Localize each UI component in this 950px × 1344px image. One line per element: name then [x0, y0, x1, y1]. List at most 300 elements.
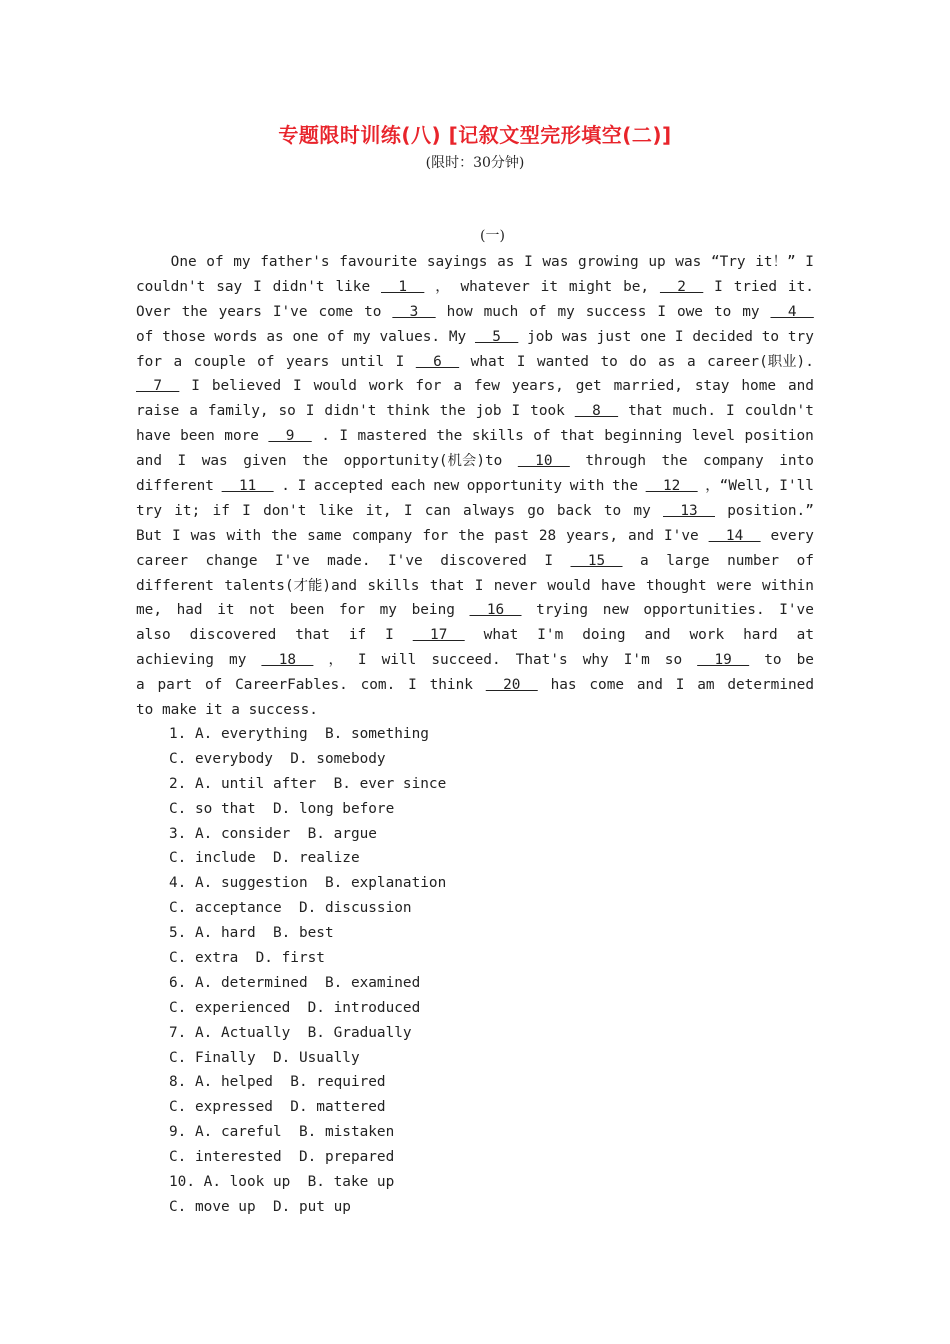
passage-word: it.	[787, 278, 814, 295]
blank-number: 8	[574, 403, 619, 420]
passage-word: skills	[367, 577, 420, 594]
passage-word: it;	[174, 502, 201, 519]
passage-word: few	[473, 378, 500, 395]
passage-word: company	[703, 453, 764, 470]
passage-word: mastered	[357, 428, 427, 445]
passage-word: how	[446, 303, 473, 320]
passage-word: new	[433, 478, 460, 495]
passage-word: ，	[328, 652, 343, 669]
section-label: (一)	[480, 228, 505, 244]
passage-word: was	[190, 527, 217, 544]
passage-line	[136, 474, 814, 499]
question-options-ab: 6. A. determined B. examined	[169, 974, 421, 991]
passage-word: have	[136, 428, 171, 445]
passage-word: if	[212, 502, 230, 519]
passage-word: it！”	[755, 254, 796, 270]
passage-word: I	[253, 278, 262, 295]
passage-line	[136, 598, 814, 623]
passage-word: I'm	[623, 652, 650, 669]
passage-word: growing	[578, 254, 639, 270]
passage-word: I've	[275, 552, 310, 569]
passage-word: tried	[733, 278, 778, 295]
passage-word: try	[787, 328, 814, 345]
passage-word: opportunity(机会)to	[343, 453, 503, 470]
passage-word: I	[516, 353, 526, 370]
passage-word: I	[725, 403, 735, 420]
passage-word: it	[540, 278, 558, 295]
passage-word: to make it a success.	[136, 702, 318, 719]
passage-word: father's	[260, 254, 330, 270]
passage-word: I	[293, 378, 302, 395]
passage-line	[136, 623, 814, 648]
passage-word: job	[527, 328, 554, 345]
passage-word: and	[644, 627, 671, 644]
passage-word: of	[257, 353, 275, 370]
passage-word: of	[206, 254, 224, 270]
passage-word: position	[744, 428, 814, 445]
passage-word: married,	[613, 378, 683, 395]
passage-word: doing	[582, 627, 626, 644]
passage-word: family,	[207, 403, 269, 420]
passage-line	[136, 648, 814, 673]
passage-word: job	[475, 403, 502, 420]
passage-word: I	[395, 353, 405, 370]
passage-word: one	[640, 328, 667, 345]
passage-word: same	[307, 527, 342, 544]
passage-word: try	[136, 502, 162, 519]
passage-word: has	[550, 677, 577, 694]
passage-word: that	[295, 627, 330, 644]
blank-number: 1	[381, 278, 425, 295]
passage-word: believed	[211, 378, 282, 395]
blank-number: 3	[392, 303, 436, 320]
question-options-ab: 1. A. everything B. something	[169, 726, 429, 742]
passage-line	[136, 574, 814, 599]
passage-word: wanted	[536, 353, 589, 370]
passage-word: couldn't	[744, 403, 814, 420]
blank-number: 17	[412, 627, 465, 644]
passage-word: do	[629, 353, 647, 370]
question-options-ab: 4. A. suggestion B. explanation	[169, 875, 447, 892]
passage-word: I	[524, 254, 533, 270]
passage-word: change	[205, 552, 258, 569]
passage-word: been	[289, 602, 325, 619]
passage-word: that	[628, 403, 663, 420]
passage-word: more	[224, 428, 259, 445]
question-options-cd: C. expressed D. mattered	[169, 1099, 386, 1116]
passage-word: as	[266, 328, 284, 345]
passage-word: be	[796, 652, 814, 669]
passage-word: the	[181, 303, 208, 320]
passage-word: large	[666, 552, 710, 569]
passage-word: come	[318, 303, 354, 320]
passage-word: for	[415, 378, 442, 395]
passage-word: it	[217, 602, 235, 619]
passage-word: level	[691, 428, 736, 445]
passage-word: I've	[272, 303, 308, 320]
passage-word: of	[529, 303, 547, 320]
passage-word: I	[357, 652, 367, 669]
passage-word: what	[470, 353, 506, 370]
passage-word: discovered	[189, 627, 277, 644]
passage-word: skills	[471, 428, 524, 445]
question-options-cd: C. everybody D. somebody	[169, 750, 386, 767]
passage-word: will	[381, 652, 417, 669]
passage-word: of	[136, 328, 154, 345]
passage-word: my	[557, 303, 575, 320]
passage-line	[136, 524, 814, 549]
page-title: 专题限时训练(八) [记叙文型完形填空(二)]	[278, 123, 672, 147]
passage-word: the	[661, 453, 688, 470]
passage-word: what	[483, 627, 519, 644]
passage-word: opportunities.	[643, 602, 765, 619]
passage-word: “Try	[710, 254, 746, 270]
passage-word: I	[177, 453, 187, 470]
blank-number: 7	[136, 378, 180, 395]
blank-number: 10	[517, 453, 570, 470]
passage-word: couldn't	[136, 278, 206, 295]
passage-word: a	[173, 353, 183, 370]
passage-word: and	[136, 453, 162, 470]
passage-word: my	[742, 303, 760, 320]
passage-line	[136, 698, 814, 723]
passage-word: part	[157, 677, 193, 694]
question-options-ab: 3. A. consider B. argue	[169, 825, 377, 842]
passage-word: different	[136, 577, 214, 594]
passage-word: might	[568, 278, 613, 295]
passage-word: me,	[136, 602, 162, 619]
passage-word: I've	[664, 527, 699, 544]
passage-word: beginning	[604, 428, 683, 445]
blank-number: 11	[221, 478, 274, 495]
passage-word: a	[136, 677, 145, 694]
passage-word: values.	[379, 328, 441, 345]
passage-word: accepted	[313, 478, 384, 495]
passage-word: was	[201, 453, 228, 470]
passage-line	[136, 549, 814, 574]
passage-word: within	[761, 577, 814, 594]
passage-word: and	[787, 378, 814, 395]
passage-word: years	[285, 353, 330, 370]
blank-number: 18	[261, 652, 314, 669]
passage-word: I	[544, 552, 554, 569]
passage-word: I	[297, 478, 307, 495]
passage-word: of	[796, 552, 814, 569]
passage-word: owe	[676, 303, 703, 320]
passage-word: one	[292, 328, 319, 345]
passage-line	[136, 673, 814, 698]
passage-word: I've	[388, 552, 423, 569]
passage-word: That's	[515, 652, 568, 669]
passage-word: made.	[327, 552, 371, 569]
passage-word: also	[136, 627, 171, 644]
passage-word: I	[714, 278, 723, 295]
passage-word: were	[716, 577, 752, 594]
passage-word: much.	[672, 403, 716, 420]
passage-word: every	[770, 527, 814, 544]
passage-word: to	[600, 353, 618, 370]
passage-word: so	[664, 652, 683, 669]
blank-number: 16	[469, 602, 522, 619]
passage-word: home	[741, 378, 777, 395]
passage-word: past	[494, 527, 529, 544]
passage-word: opportunity	[466, 478, 563, 495]
passage-word: didn't	[272, 278, 325, 295]
passage-word: company	[351, 527, 413, 544]
passage-word: just	[596, 328, 632, 345]
passage-word: as	[658, 353, 676, 370]
question-options-cd: C. Finally D. Usually	[169, 1049, 360, 1066]
blank-number: 2	[659, 278, 704, 295]
passage-word: talents(才能)and	[224, 577, 358, 594]
passage-word: been	[180, 428, 215, 445]
passage-word: as	[497, 254, 515, 270]
passage-line	[136, 424, 814, 449]
passage-word: success	[585, 303, 647, 320]
passage-word: I	[403, 502, 413, 519]
passage-word: the	[302, 453, 329, 470]
blank-number: 9	[268, 428, 312, 445]
passage-word: I	[408, 677, 417, 694]
passage-word: like	[318, 502, 354, 519]
question-options-cd: C. experienced D. introduced	[169, 999, 421, 1016]
passage-word: much	[483, 303, 519, 320]
passage-word: 28	[538, 527, 557, 544]
passage-word: always	[463, 502, 516, 519]
passage-word: until	[340, 353, 385, 370]
blank-number: 12	[645, 478, 698, 495]
passage-word: have	[601, 577, 636, 594]
passage-word: new	[602, 602, 629, 619]
question-options-ab: 10. A. look up B. take up	[169, 1174, 395, 1191]
passage-word: of	[204, 677, 223, 694]
question-options-cd: C. extra D. first	[169, 950, 325, 967]
passage-word: for	[339, 602, 366, 619]
passage-word: my	[633, 502, 651, 519]
passage-word: if	[348, 627, 367, 644]
passage-word: ，“Well,	[705, 478, 772, 495]
passage-word: raise	[136, 403, 180, 420]
passage-word: But	[136, 527, 162, 544]
passage-word: I	[171, 527, 181, 544]
passage-word: up	[648, 254, 666, 270]
passage-word: trying	[536, 602, 589, 619]
passage-line	[136, 374, 814, 399]
question-options-ab: 2. A. until after B. ever since	[169, 775, 447, 792]
passage-word: to	[364, 303, 382, 320]
passage-word: given	[243, 453, 287, 470]
passage-word: to	[603, 502, 622, 519]
passage-word: stay	[694, 378, 730, 395]
blank-number: 14	[708, 527, 761, 544]
passage-word: couple	[193, 353, 246, 370]
passage-word: sayings	[426, 254, 488, 270]
passage-word: hard	[743, 627, 778, 644]
passage-word: to	[764, 652, 782, 669]
passage-word: like	[335, 278, 371, 295]
passage-word: would	[313, 378, 357, 395]
question-options-cd: C. so that D. long before	[169, 800, 395, 817]
question-options-cd: C. move up D. put up	[169, 1198, 351, 1215]
passage-word: for	[136, 353, 162, 370]
passage-word: .	[321, 428, 330, 445]
passage-word: be,	[623, 278, 650, 295]
passage-word: can	[424, 502, 451, 519]
passage-word: come	[589, 677, 625, 694]
passage-word: didn't	[324, 403, 377, 420]
question-options-cd: C. interested D. prepared	[169, 1149, 395, 1166]
passage-word: back	[556, 502, 592, 519]
passage-word: am	[697, 677, 715, 694]
passage-word: the	[612, 478, 639, 495]
passage-word: took	[530, 403, 565, 420]
passage-word: I	[385, 627, 394, 644]
passage-line	[136, 325, 814, 350]
passage-word: into	[779, 453, 814, 470]
passage-word: discovered	[440, 552, 527, 569]
passage-word: a	[686, 353, 696, 370]
passage-word: was	[675, 254, 702, 270]
passage-word: I	[339, 428, 349, 445]
passage-line	[136, 449, 814, 474]
blank-number: 19	[697, 652, 750, 669]
blank-number: 5	[474, 328, 519, 345]
passage-line	[136, 250, 814, 275]
passage-word: I	[511, 403, 521, 420]
passage-word: that	[429, 577, 465, 594]
passage-word: my	[229, 652, 247, 669]
blank-number: 13	[663, 502, 715, 519]
passage-word: achieving	[136, 652, 214, 669]
passage-word: to	[761, 328, 780, 345]
passage-word: was	[561, 328, 588, 345]
cloze-passage	[136, 250, 814, 723]
passage-line	[136, 499, 814, 524]
answer-options	[169, 722, 669, 1220]
question-options-ab: 5. A. hard B. best	[169, 925, 334, 942]
passage-word: Over	[136, 303, 171, 320]
passage-word: with	[226, 527, 262, 544]
passage-word: go	[527, 502, 545, 519]
question-options-cd: C. include D. realize	[169, 850, 360, 867]
passage-word: career(职业).	[707, 353, 814, 370]
passage-word: for	[422, 527, 449, 544]
passage-word: a	[640, 552, 649, 569]
blank-number: 4	[770, 303, 814, 320]
passage-word: I	[474, 577, 484, 594]
passage-word: was	[542, 254, 569, 270]
passage-word: I'm	[537, 627, 564, 644]
blank-number: 6	[415, 353, 460, 370]
passage-word: and	[636, 677, 663, 694]
passage-word: a	[453, 378, 462, 395]
blank-number: 20	[485, 677, 538, 694]
passage-word: the	[271, 527, 298, 544]
passage-line	[136, 300, 814, 325]
passage-word: my	[379, 602, 397, 619]
question-options-ab: 9. A. careful B. mistaken	[169, 1124, 395, 1141]
passage-word: of	[327, 328, 345, 345]
passage-word: position.”	[727, 502, 814, 519]
passage-word: My	[448, 328, 467, 345]
passage-word: that	[560, 428, 595, 445]
passage-word: succeed.	[431, 652, 501, 669]
passage-word: I	[805, 254, 814, 270]
passage-word: don't	[263, 502, 307, 519]
passage-word: think	[429, 677, 473, 694]
passage-word: through	[585, 453, 646, 470]
passage-word: think	[386, 403, 430, 420]
passage-word: it,	[365, 502, 392, 519]
passage-word: career	[136, 552, 188, 569]
passage-word: thought	[645, 577, 707, 594]
passage-word: my	[353, 328, 371, 345]
passage-word: say	[216, 278, 243, 295]
passage-line	[136, 399, 814, 424]
passage-word: to	[713, 303, 732, 320]
passage-word: com.	[360, 677, 396, 694]
passage-word: my	[233, 254, 251, 270]
passage-line	[136, 275, 814, 300]
passage-word: different	[136, 478, 214, 495]
passage-word: would	[547, 577, 591, 594]
passage-word: at	[796, 627, 814, 644]
question-options-ab: 7. A. Actually B. Gradually	[169, 1024, 412, 1041]
passage-word: the	[458, 527, 485, 544]
passage-word: so	[278, 403, 296, 420]
passage-word: of	[533, 428, 551, 445]
passage-word: One	[136, 254, 197, 270]
passage-word: a	[189, 403, 198, 420]
passage-word: determined	[727, 677, 814, 694]
passage-word: number	[727, 552, 780, 569]
passage-word: I	[305, 403, 315, 420]
passage-word: each	[390, 478, 426, 495]
passage-word: years	[218, 303, 262, 320]
passage-word: I	[191, 378, 200, 395]
passage-word: CareerFables.	[235, 677, 348, 694]
passage-word: I'll	[779, 478, 814, 495]
time-limit: (限时：30分钟)	[425, 155, 525, 171]
passage-word: decided	[692, 328, 753, 345]
passage-word: why	[582, 652, 609, 669]
passage-word: favourite	[339, 254, 418, 270]
question-options-ab: 8. A. helped B. required	[169, 1074, 386, 1091]
passage-word: never	[493, 577, 538, 594]
passage-word: not	[249, 602, 276, 619]
passage-word: I	[657, 303, 667, 320]
passage-word: the	[439, 403, 466, 420]
question-options-cd: C. acceptance D. discussion	[169, 900, 412, 917]
passage-word: with	[569, 478, 605, 495]
passage-word: I	[674, 328, 684, 345]
passage-word: years,	[511, 378, 564, 395]
passage-word: I	[242, 502, 251, 519]
passage-word: years,	[566, 527, 619, 544]
blank-number: 15	[570, 552, 623, 569]
passage-word: I	[675, 677, 685, 694]
passage-word: words	[214, 328, 258, 345]
passage-word: whatever	[460, 278, 530, 295]
passage-word: and	[628, 527, 655, 544]
passage-word: work	[689, 627, 725, 644]
passage-word: had	[176, 602, 203, 619]
passage-word: I've	[779, 602, 814, 619]
passage-word: ，	[435, 278, 450, 295]
passage-word: those	[162, 328, 206, 345]
passage-word: work	[368, 378, 404, 395]
passage-word: the	[436, 428, 463, 445]
